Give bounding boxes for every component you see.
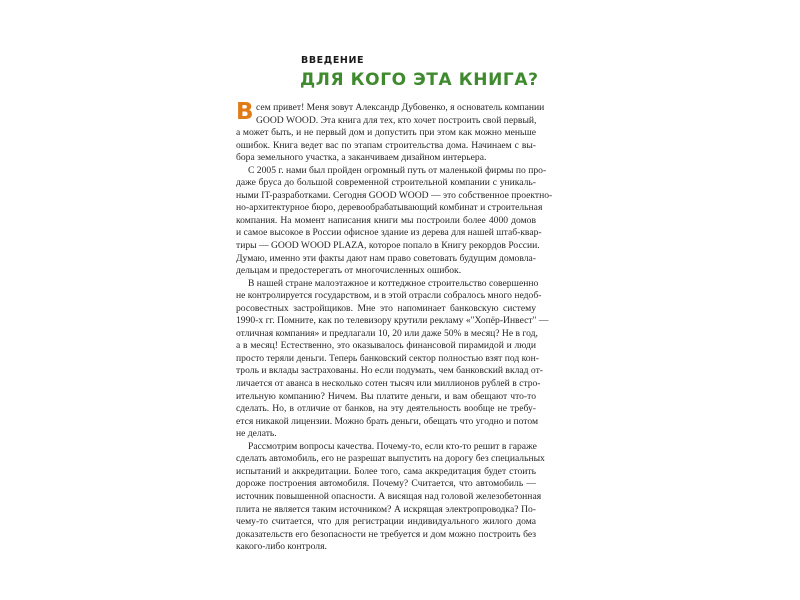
text-line: не делать. <box>236 428 277 440</box>
text-line: компания. На момент написания книги мы построили более 4000 домов <box>236 214 536 226</box>
drop-cap: В <box>236 99 254 125</box>
text-line: троль и вклады застрахованы. Но если подумать, чем банковский вклад от- <box>236 365 543 377</box>
text-line: сем привет! Меня зовут Александр Дубовенко, я основатель компании <box>256 102 545 113</box>
text-line: а в месяц! Естественно, это оказывалось финансовой пирамидой и люди <box>236 340 536 352</box>
section-label: ВВЕДЕНИЕ <box>301 55 365 66</box>
text-line: ными IT-разработками. Сегодня GOOD WOOD — это собственное проектно- <box>236 189 553 201</box>
text-line: GOOD WOOD. Эта книга для тех, кто хочет построить свой первый, <box>256 114 537 126</box>
text-line: Думаю, именно эти факты дают нам право советовать будущим домовла- <box>236 252 536 264</box>
text-line: бора земельного участка, а заканчиваем дизайном интерьера. <box>236 152 487 164</box>
text-line: но-архитектурное бюро, деревообрабатывающий комбинат и строительная <box>236 202 543 214</box>
text-line: отличная компания» и предлагали 10, 20 или даже 50% в месяц? Не в год, <box>236 327 538 339</box>
text-line: дельцам и предостерегать от многочисленных ошибок. <box>236 265 462 277</box>
text-line: испытаний и аккредитации. Более того, сама аккредитация будет стоить <box>236 465 536 477</box>
text-line: даже бруса до большой современной строительной компании с уникаль- <box>236 177 536 189</box>
text-line: ительную компанию? Ничем. Вы платите деньги, и вам обещают что-то <box>236 390 536 402</box>
text-line: дороже построения автомобиля. Почему? Считается, что автомобиль — <box>236 478 536 490</box>
text-line: С 2005 г. нами был пройден огромный путь от маленькой фирмы по про- <box>248 164 547 176</box>
text-line: источник повышенной опасности. А висящая над головой железобетонная <box>236 490 542 502</box>
text-line: личается от аванса в несколько сотен тысяч или миллионов рублей в стро- <box>236 378 541 390</box>
text-line: просто теряли деньги. Теперь банковский сектор полностью взят под кон- <box>236 352 539 364</box>
text-line: плита не является таким источником? А искрящая электропроводка? По- <box>236 503 536 515</box>
text-line: ошибок. Книга ведет вас по этапам строительства дома. Начинаем с вы- <box>236 139 536 151</box>
text-line: а может быть, и не первый дом и допустить при этом как можно меньше <box>236 127 536 139</box>
text-line: ется никакой лицензии. Можно брать деньги, обещать что угодно и потом <box>236 415 539 427</box>
text-line: не контролируется государством, и в этой отрасли собралось много недоб- <box>236 290 542 302</box>
text-line: доказательств его безопасности не требуется и дом можно построить без <box>236 528 536 540</box>
text-line: чему-то считается, что для регистрации индивидуального жилого дома <box>236 516 536 528</box>
text-line: росовестных застройщиков. Мне это напоминает банковскую систему <box>236 302 536 314</box>
text-line: 1990-х гг. Помните, как по телевизору крутили рекламу «"Хопёр-Инвест" — <box>236 315 549 327</box>
text-line: и самое высокое в России офисное здание из дерева для нашей штаб-квар- <box>236 227 542 239</box>
text-line: тиры — GOOD WOOD PLAZA, которое попало в Книгу рекордов России. <box>236 240 540 252</box>
text-line: сделать. Но, в отличие от банков, на эту деятельность вообще не требу- <box>236 403 536 415</box>
text-line: В нашей стране малоэтажное и коттеджное строительство совершенно <box>248 277 539 289</box>
text-line: сделать автомобиль, его не разрешат выпустить на дорогу без специальных <box>236 453 545 465</box>
page-title: ДЛЯ КОГО ЭТА КНИГА? <box>300 70 539 90</box>
body-text <box>236 99 553 554</box>
text-line: какого-либо контроля. <box>236 541 327 553</box>
text-line: Рассмотрим вопросы качества. Почему-то, если кто-то решит в гараже <box>248 440 537 452</box>
